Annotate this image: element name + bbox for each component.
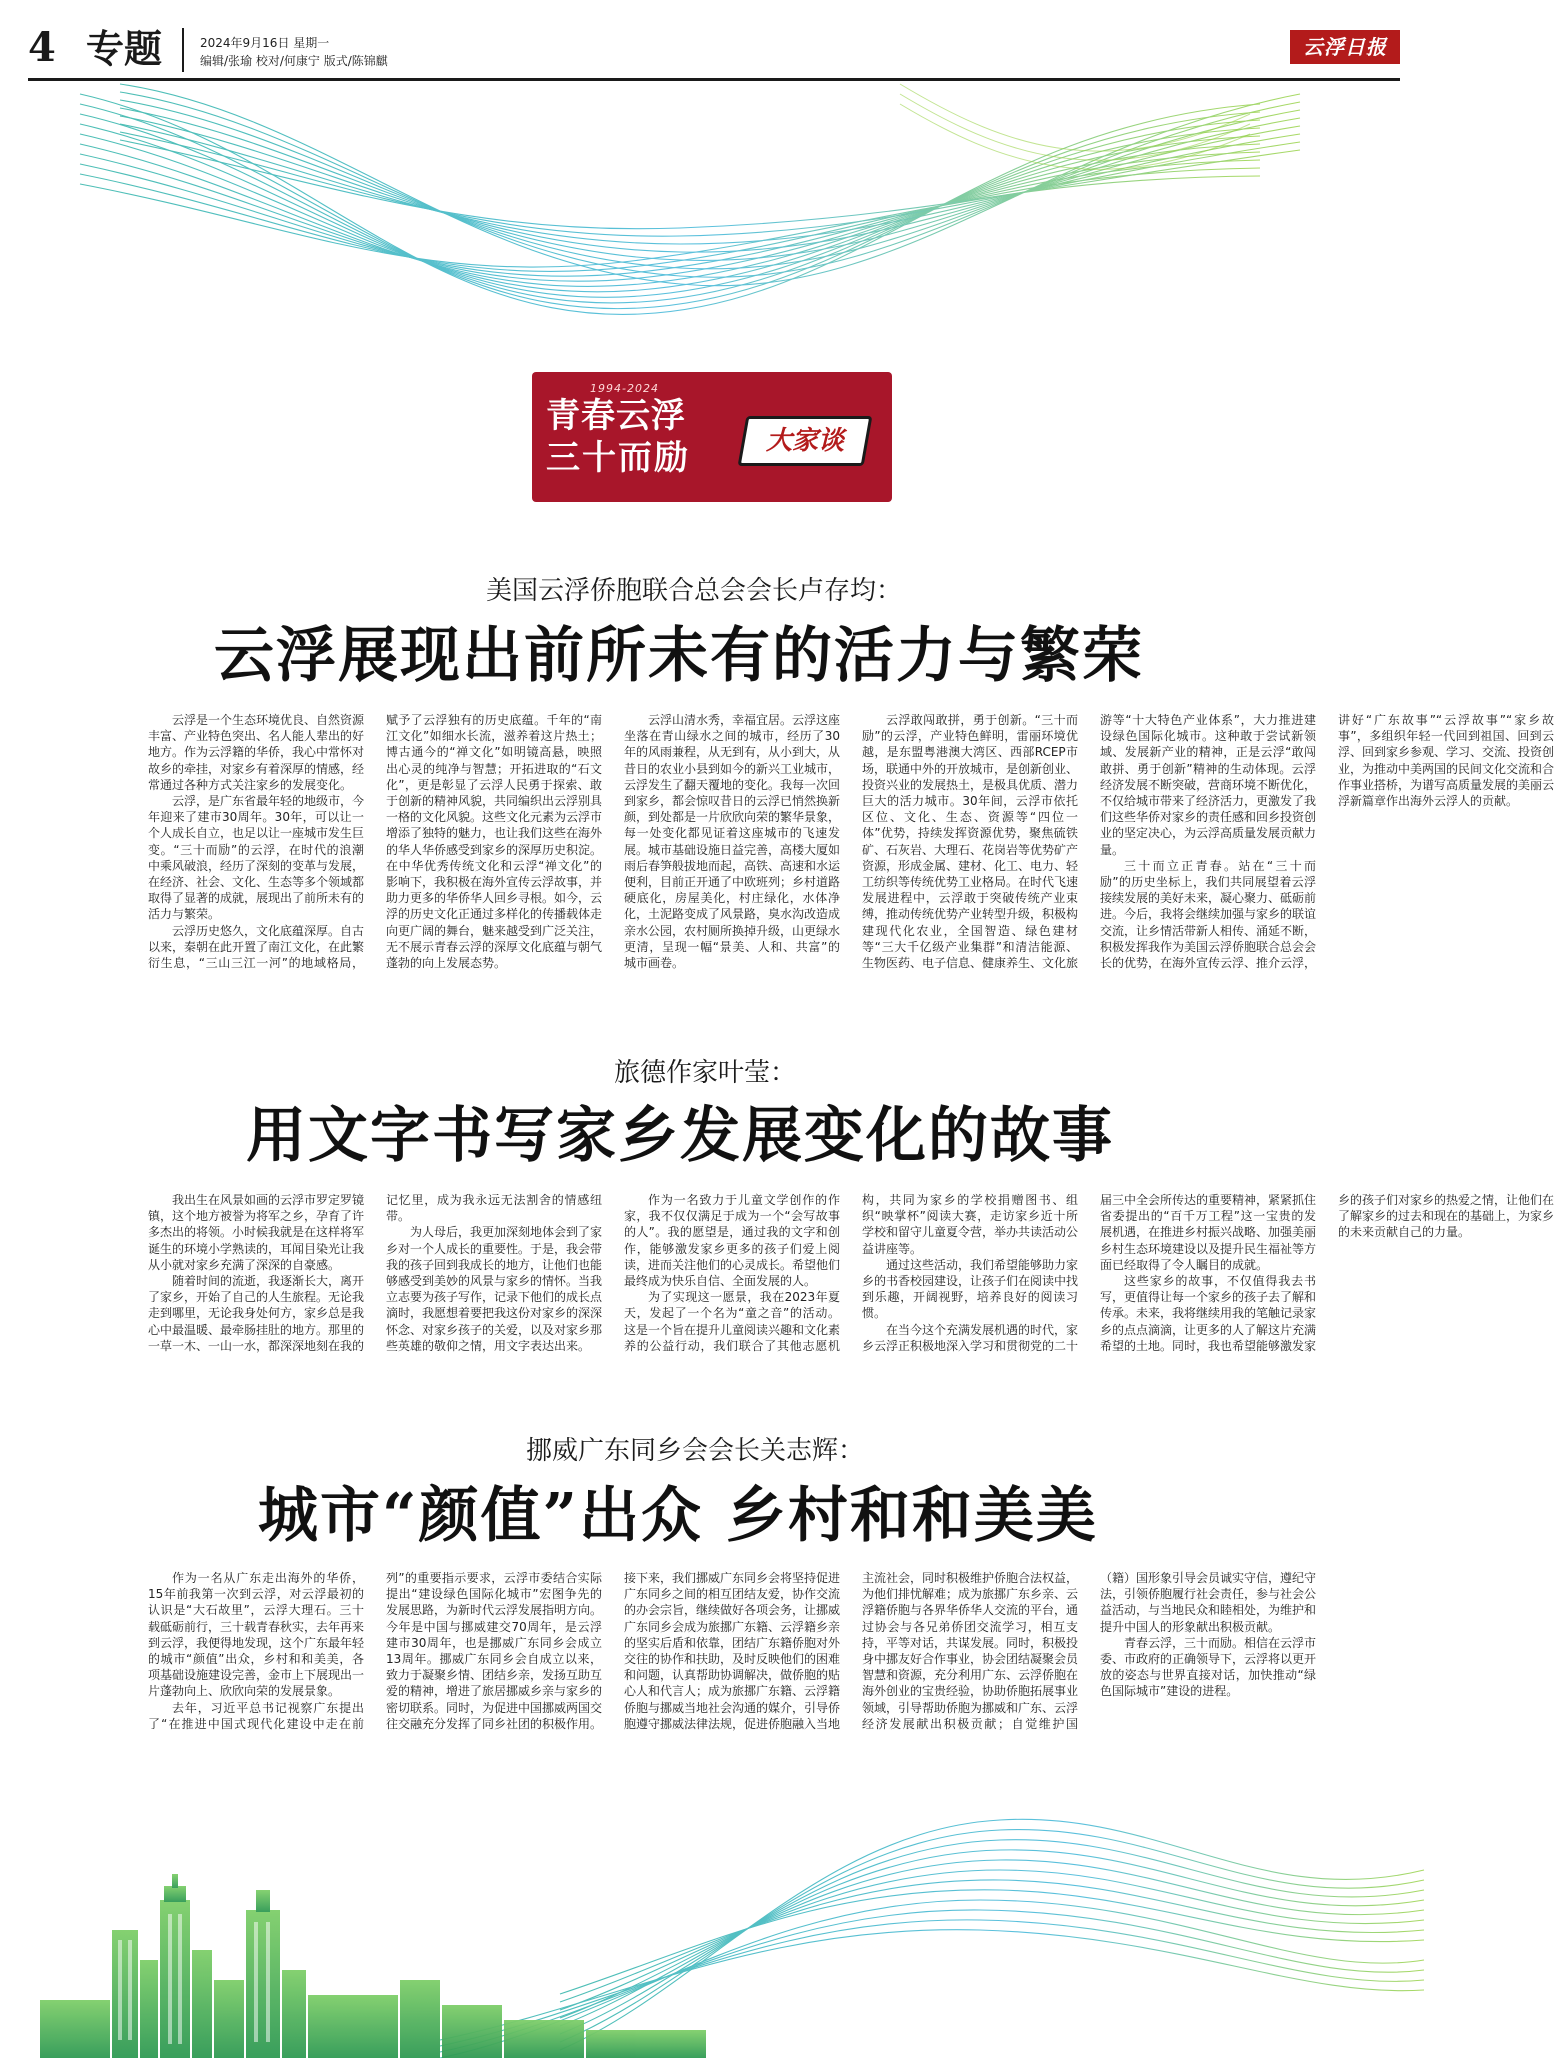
page-number: 4: [28, 24, 56, 71]
article-3-subhead: 挪威广东同乡会会长关志辉：: [526, 1436, 865, 1466]
article-3-paragraph: 青春云浮，三十而励。相信在云浮市委、市政府的正确领导下，云浮将以更开放的姿态与世界直接对话，加快推动“绿色国际城市”建设的进程。: [1100, 1635, 1317, 1699]
masthead: [28, 22, 1400, 82]
article-2-subhead: 旅德作家叶莹：: [614, 1058, 797, 1088]
article-1-paragraph: 云浮，是广东省最年轻的地级市，今年迎来了建市30周年。30年，可以让一个人成长自立，也足以让一座城市发生巨变。“三十而励”的云浮，在时代的浪潮中乘风破浪，经历了深刻的变革与发展，在经济、社会、文化、生态等多个领域都取得了显著的成就，展现出了前所未有的活力与繁荣。: [148, 794, 365, 922]
badge-tag: [738, 416, 873, 466]
masthead-rule: [28, 78, 1400, 81]
badge-title-line1: 青春云浮: [546, 396, 686, 436]
article-2-headline: 用文字书写家乡发展变化的故事: [246, 1101, 1114, 1171]
article-1-subhead: 美国云浮侨胞联合总会会长卢存均：: [486, 576, 903, 606]
article-2-paragraph: 这些家乡的故事，不仅值得我去书写，更值得让每一个家乡的孩子去了解和传承。未来，我将继续用我的笔触记录家乡的点点滴滴，让更多的人了解这片充满希望的土地。同时，我也希望能够激发家乡的孩子们对家乡的热爱之情，让他们在了解家乡的过去和现在的基础上，为家乡的未来贡献自己的力量。: [1100, 1193, 1554, 1353]
column-badge: [532, 372, 892, 502]
article-2-paragraph: 通过这些活动，我们希望能够助力家乡的书香校园建设，让孩子们在阅读中找到乐趣，开阔视野，培养良好的阅读习惯。: [862, 1257, 1079, 1321]
article-3-paragraph: 作为一名从广东走出海外的华侨，15年前我第一次到云浮，对云浮最初的认识是“大石故里”，云浮大理石。三十载砥砺前行，三十载青春秋实，去年再来到云浮，我便得地发现，这个广东最年轻的城市“颜值”出众，乡村和和美美，各项基础设施建设完善，金市上下展现出一片蓬勃向上、欣欣向荣的发展景象。: [148, 1571, 365, 1699]
article-3-paragraph: 去年，习近平总书记视察广东提出了“在推进中国式现代化建设中走在前列”的重要指示要求，云浮市委结合实际提出“建设绿色国际化城市”宏图争先的发展思路，为新时代云浮发展指明方向。今年是中国与挪威建交70周年，是云浮建市30周年，也是挪威广东同乡会成立13周年。挪威广东同乡会自成立以来，致力于凝聚乡情、团结乡亲，发扬互助互爱的精神，增进了旅居挪威乡亲与家乡的密切联系。同时，为促进中国挪威两国交往交融充分发挥了同乡社团的积极作用。接下来，我们挪威广东同乡会将坚持促进广东同乡之间的相互团结友爱，协作交流的办会宗旨，继续做好各项会务，让挪威广东同乡会成为旅挪广东籍、云浮籍乡亲的坚实后盾和依靠，团结广东籍侨胞对外交往的协作和扶助，及时反映他们的困难和问题，认真帮助协调解决，做侨胞的贴心人和代言人；成为旅挪广东籍、云浮籍侨胞与挪威当地社会沟通的媒介，引导侨胞遵守挪威法律法规，促进侨胞融入当地主流社会，同时积极维护侨胞合法权益，为他们排忧解难；成为旅挪广东乡亲、云浮籍侨胞与各界华侨华人交流的平台，通过协会与各兄弟侨团交流学习，相互支持，平等对话，共谋发展。同时，积极投身中挪友好合作事业，协会团结凝聚会员智慧和资源，充分利用广东、云浮侨胞在海外创业的宝贵经验，协助侨胞拓展事业领域，引导帮助侨胞为挪威和广东、云浮经济发展献出积极贡献；自觉维护国（籍）国形象引导会员诚实守信，遵纪守法，引领侨胞履行社会责任，参与社会公益活动，与当地民众和睦相处，为维护和提升中国人的形象献出积极贡献。: [148, 1571, 1317, 1731]
badge-tag-label: 大家谈: [765, 426, 844, 456]
article-1-paragraph: 云浮山清水秀，幸福宜居。云浮这座坐落在青山绿水之间的城市，经历了30年的风雨兼程，从无到有，从小到大，从昔日的农业小县到如今的新兴工业城市，云浮发生了翻天覆地的变化。我每一次回到家乡，都会惊叹昔日的云浮已悄然换新颜，到处都是一片欣欣向荣的繁华景象，每一处变化都见证着这座城市的飞速发展。城市基础设施日益完善，高楼大厦如雨后春笋般拔地而起，高铁、高速和水运便利，目前正开通了中欧班列；乡村道路硬底化，房屋美化，村庄绿化，水体净化，土泥路变成了风景路，臭水沟改造成亲水公园，农村厕所换掉升级，山更绿水更清，呈现一幅“景美、人和、共富”的城市画卷。: [624, 713, 841, 971]
newspaper-logo: 云浮日报: [1290, 30, 1400, 64]
article-3-headline: 城市“颜值”出众 乡村和和美美: [258, 1481, 1098, 1551]
decorative-wave-top: [0, 84, 1424, 344]
article-2-paragraph: 为人母后，我更加深刻地体会到了家乡对一个人成长的重要性。于是，我会带我的孩子回到我成长的地方，让他们也能够感受到美妙的风景与家乡的情怀。当我立志要为孩子写作，记录下他们的成长点滴时，我愿想着要把我这份对家乡的深深怀念、对家乡孩子的关爱，以及对家乡那些英雄的敬仰之情，用文字表达出来。: [386, 1225, 603, 1353]
badge-years: 1994-2024: [590, 382, 659, 395]
article-1-paragraph: 云浮历史悠久，文化底蕴深厚。自古以来，秦朝在此开置了南江文化，在此繁衍生息，“三山三江一河”的地域格局，赋予了云浮独有的历史底蕴。千年的“南江文化”如细水长流，滋养着这片热土；博古通今的“禅文化”如明镜高悬，映照出心灵的纯净与智慧；开拓进取的“石文化”，更是彰显了云浮人民勇于探索、敢于创新的精神风貌，共同编织出云浮别具一格的文化风貌。这些文化元素为云浮市增添了独特的魅力，也让我们这些在海外的华人华侨感受到家乡的深厚历史积淀。在中华优秀传统文化和云浮“禅文化”的影响下，我积极在海外宣传云浮故事，并助力更多的华侨华人回乡寻根。如今，云浮的历史文化正通过多样化的传播载体走向更广阔的舞台，魅来越受到广泛关注，无不展示青春云浮的深厚文化底蕴与朝气蓬勃的向上发展态势。: [148, 713, 603, 971]
masthead-divider: [182, 28, 184, 72]
section-name: 专题: [86, 27, 163, 71]
article-1-paragraph: 三十而立正青春。站在“三十而励”的历史坐标上，我们共同展望着云浮接续发展的美好未来，凝心聚力、砥砺前进。今后，我将会继续加强与家乡的联谊交流，让乡情活带新人相传、涌延不断，积极发挥我作为美国云浮侨胞联合总会会长的优势，在海外宣传云浮、推介云浮，讲好“广东故事”“云浮故事”“家乡故事”，多组织年轻一代回到祖国、回到云浮、回到家乡参观、学习、交流、投资创业，为推动中美两国的民间文化交流和合作事业搭桥，为谱写高质量发展的美丽云浮新篇章作出海外云浮人的贡献。: [1100, 713, 1554, 971]
article-2-paragraph: 随着时间的流逝，我逐渐长大，离开了家乡，开始了自己的人生旅程。无论我走到哪里，无论我身处何方，家乡总是我心中最温暖、最牵肠挂肚的地方。那里的一草一木、一山一水，都深深地刻在我的记忆里，成为我永远无法割舍的情感纽带。: [148, 1193, 602, 1353]
masthead-meta: [200, 34, 388, 70]
article-1-paragraph: 云浮是一个生态环境优良、自然资源丰富、产业特色突出、名人能人辈出的好地方。作为云浮籍的华侨，我心中常怀对故乡的牵挂，对家乡有着深厚的情感，经常通过各种方式关注家乡的发展变化。: [148, 713, 365, 792]
article-1-paragraph: 云浮敢闯敢拼，勇于创新。“三十而励”的云浮，产业特色鲜明，雷丽环境优越，是东盟粤港澳大湾区、西部RCEP市场，联通中外的开放城市，是创新创业、投资兴业的发展热土，是极具优质、潜力巨大的活力城市。30年间，云浮市依托区位、文化、生态、资源等“四位一体”优势，持续发挥资源优势，聚焦硫铁矿、石灰岩、大理石、花岗岩等优势矿产资源，形成金属、建材、化工、电力、轻工纺织等传统优势工业格局。在时代飞速发展进程中，云浮敢于突破传统产业束缚，推动传统优势产业转型升级，积极构建现代化农业，全国智造、绿色建材等“三大千亿级产业集群”和清洁能源、生物医药、电子信息、健康养生、文化旅游等“十大特色产业体系”，大力推进建设绿色国际化城市。这种敢于尝试新领域、发展新产业的精神，正是云浮“敢闯敢拼、勇于创新”精神的生动体现。云浮经济发展不断突破，营商环境不断优化，不仅给城市带来了经济活力，更激发了我们这些华侨对家乡的责任感和回乡投资创业的坚定决心，为云浮高质量发展贡献力量。: [862, 713, 1317, 971]
badge-title-line2: 三十而励: [546, 438, 690, 478]
staff-line: 编辑/张瑜 校对/何康宁 版式/陈锦麒: [200, 54, 388, 68]
article-2-body: [148, 1192, 1554, 1362]
article-2-paragraph: 在当今这个充满发展机遇的时代，家乡云浮正积极地深入学习和贯彻党的二十届三中全会所传达的重要精神，紧紧抓住省委提出的“百千万工程”这一宝贵的发展机遇，在推进乡村振兴战略、加强美丽乡村生态环境建设以及提升民生福祉等方面已经取得了令人瞩目的成就。: [862, 1193, 1317, 1353]
date-line: 2024年9月16日 星期一: [200, 36, 330, 50]
article-3-body: [148, 1570, 1316, 1742]
decorative-skyline-wave: [0, 1790, 1424, 2058]
article-2-paragraph: 我出生在风景如画的云浮市罗定罗镜镇，这个地方被誉为将军之乡，孕育了许多杰出的将领。小时候我就是在这样将军诞生的环境小学熟读的，耳闻目染光让我从小就对家乡充满了深深的自豪感。: [148, 1193, 365, 1272]
article-1-headline: 云浮展现出前所未有的活力与繁荣: [214, 621, 1144, 691]
article-2-paragraph: 作为一名致力于儿童文学创作的作家，我不仅仅满足于成为一个“会写故事的人”。我的愿望是，通过我的文字和创作，能够激发家乡更多的孩子们爱上阅读，进而关注他们的心灵成长。希望他们最终成为快乐自信、全面发展的人。: [624, 1193, 841, 1289]
article-2-paragraph: 为了实现这一愿景，我在2023年夏天，发起了一个名为“童之音”的活动。这是一个旨在提升儿童阅读兴趣和文化素养的公益行动，我们联合了其他志愿机构，共同为家乡的学校捐赠图书、组织“映掌杯”阅读大赛，走访家乡近十所学校和留守儿童夏令营，举办共读活动公益讲座等。: [624, 1193, 1079, 1353]
article-1-body: [148, 712, 1554, 974]
